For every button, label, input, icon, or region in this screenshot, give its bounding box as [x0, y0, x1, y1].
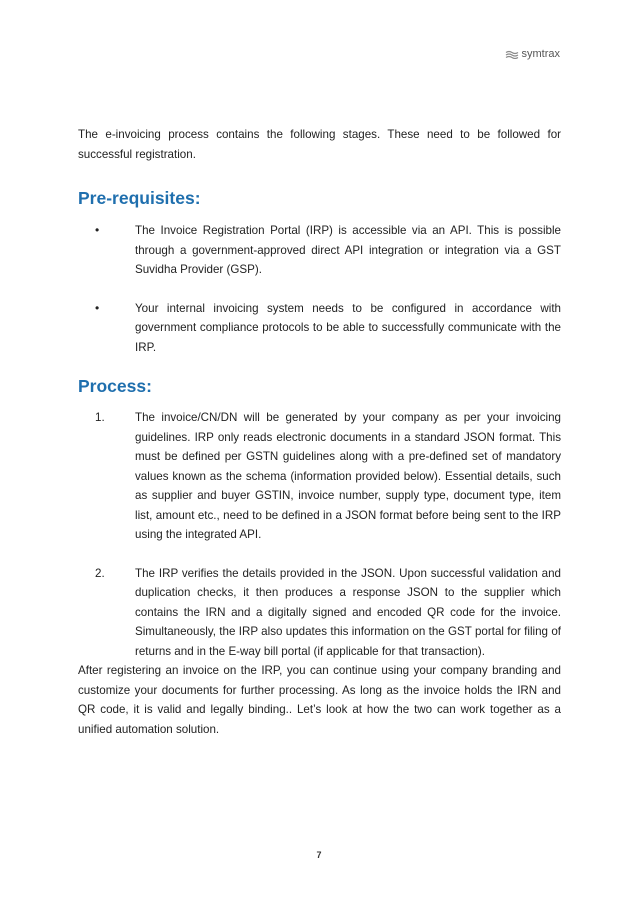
prerequisites-list — [78, 221, 561, 357]
bullet-icon: • — [95, 300, 100, 315]
bullet-icon: • — [95, 223, 100, 237]
page-number: 7 — [316, 850, 322, 860]
brand-logo — [505, 48, 561, 60]
list-item — [78, 299, 561, 358]
prerequisites-heading: Pre-requisites: — [78, 188, 201, 208]
intro-paragraph: The e-invoicing process contains the following stages. These need to be followed for successful registration. — [78, 128, 561, 161]
list-item — [78, 221, 561, 280]
wave-stripes-icon — [505, 50, 519, 59]
list-item-text: Your internal invoicing system needs to be configured in accordance with government compliance protocols to be able to successfully communicate with the IRP. — [135, 301, 561, 354]
list-item-text: The invoice/CN/DN will be generated by your company as per your invoicing guidelines. IRP only reads electronic documents in a standard JSON format. This must be defined per GSTN guidelines along with a pre-defined set of mandatory values known as the schema (information provided below). Essential details, such as supplier and buyer GSTIN, invoice number, supply type, document type, item list, amount etc., need to be defined in a JSON format before being sent to the IRP using the integrated API. — [135, 411, 561, 541]
list-item-text: The IRP verifies the details provided in the JSON. Upon successful validation and duplication checks, it then produces a response JSON to the supplier which contains the IRN and a digitally signed and encoded QR code for the invoice. Simultaneously, the IRP also updates this information on the GST portal for filing of returns and in the E-way bill portal (if applicable for that transaction). — [135, 566, 561, 658]
list-number: 1. — [95, 411, 105, 424]
closing-paragraph: After registering an invoice on the IRP, you can continue using your company branding and customize your documents for further processing. As long as the invoice holds the IRN and QR code, it is valid and legally binding.. Let’s look at how the two can work together as a unified automation solution. — [78, 664, 561, 736]
list-item-text: The Invoice Registration Portal (IRP) is accessible via an API. This is possible through a government-approved direct API integration or integration via a GST Suvidha Provider (GSP). — [135, 224, 561, 276]
process-list — [78, 408, 561, 661]
main-content — [78, 125, 561, 739]
list-number: 2. — [95, 566, 105, 580]
list-item — [78, 564, 561, 662]
list-item — [78, 408, 561, 545]
logo-text: symtrax — [521, 48, 560, 60]
process-heading: Process: — [78, 376, 152, 396]
